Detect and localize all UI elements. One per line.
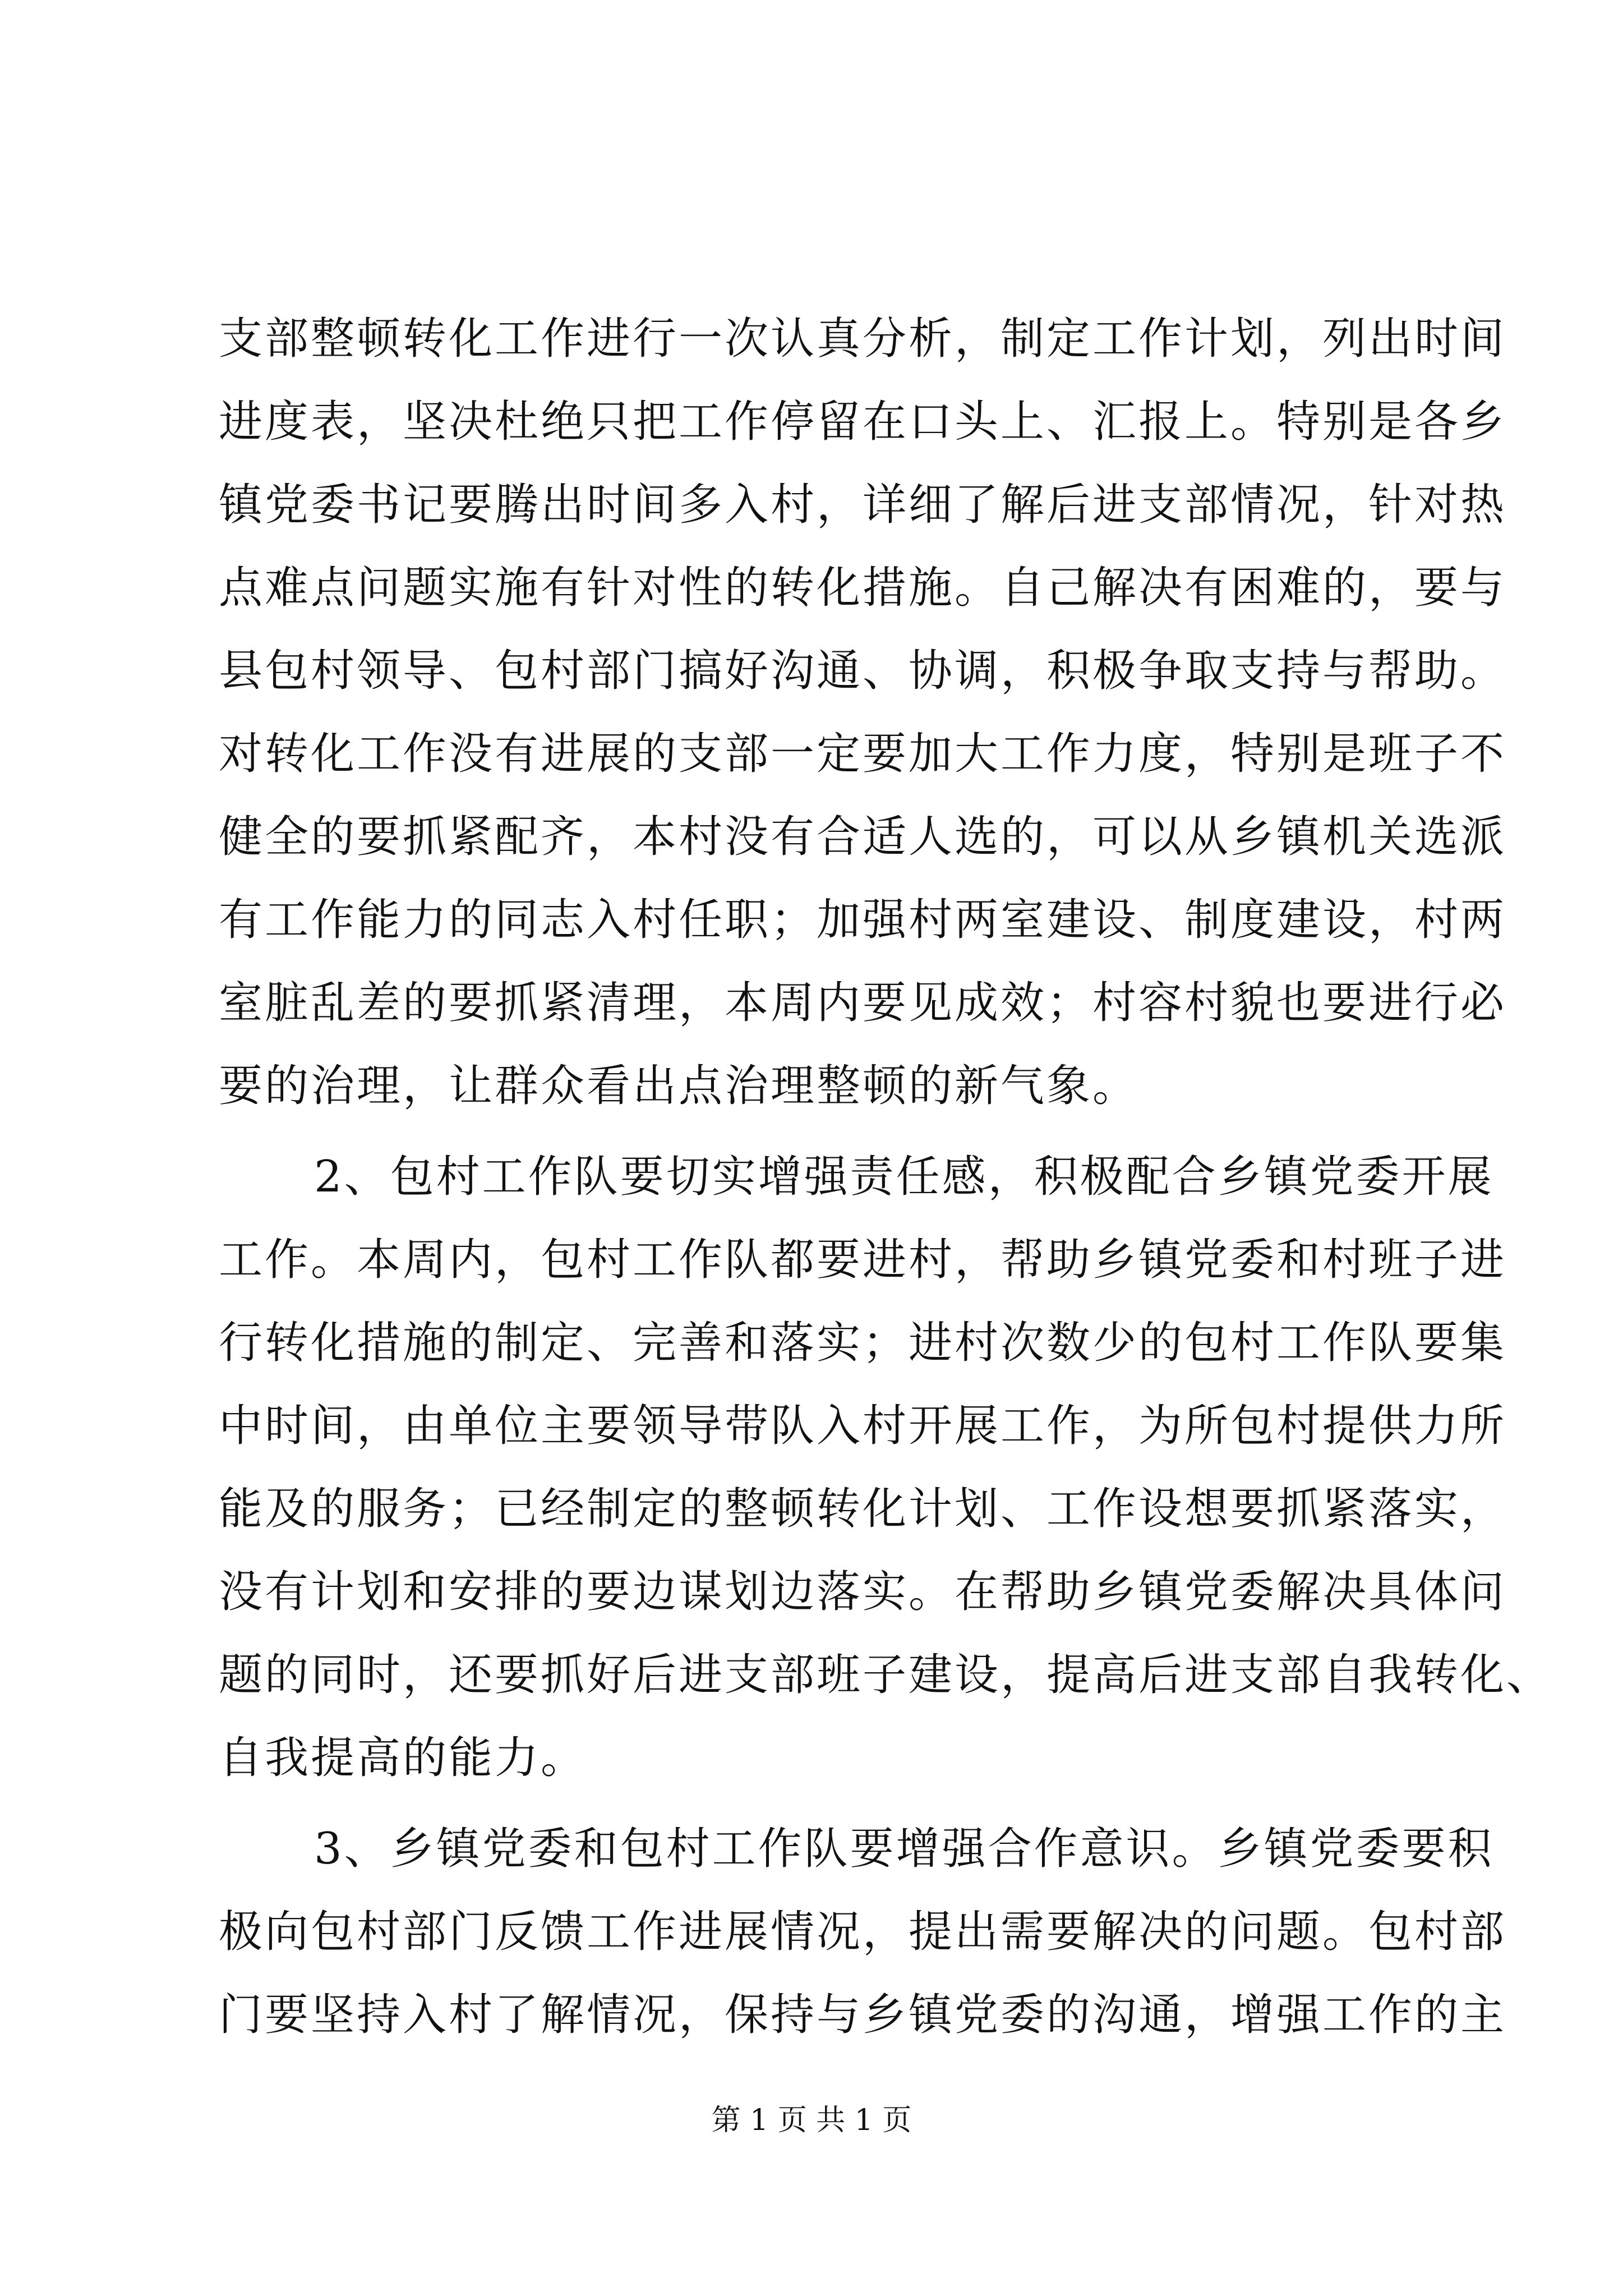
text-line: 题的同时，还要抓好后进支部班子建设，提高后进支部自我转化、 [219,1650,1553,1700]
text-line: 县包村领导、包村部门搞好沟通、协调，积极争取支持与帮助。 [219,646,1507,696]
text-line: 极向包村部门反馈工作进展情况，提出需要解决的问题。包村部 [219,1907,1507,1957]
text-line: 有工作能力的同志入村任职；加强村两室建设、制度建设，村两 [219,895,1507,945]
text-line: 行转化措施的制定、完善和落实；进村次数少的包村工作队要集 [219,1318,1507,1368]
page-number-footer: 第 1 页 共 1 页 [711,2104,912,2137]
text-line: 没有计划和安排的要边谋划边落实。在帮助乡镇党委解决具体问 [219,1567,1507,1617]
text-line: 进度表，坚决杜绝只把工作停留在口头上、汇报上。特别是各乡 [219,397,1507,447]
document-body [219,297,1553,2056]
text-line: 健全的要抓紧配齐，本村没有合适人选的，可以从乡镇机关选派 [219,812,1507,862]
text-line: 点难点问题实施有针对性的转化措施。自己解决有困难的，要与 [219,563,1507,613]
text-line: 自我提高的能力。 [219,1733,587,1783]
text-line: 中时间，由单位主要领导带队入村开展工作，为所包村提供力所 [219,1401,1507,1451]
paragraph-3 [219,1807,1507,2056]
paragraph-1 [219,297,1507,1128]
text-line: 对转化工作没有进展的支部一定要加大工作力度，特别是班子不 [219,729,1507,779]
text-line: 门要坚持入村了解情况，保持与乡镇党委的沟通，增强工作的主 [219,1990,1507,2040]
text-line: 要的治理，让群众看出点治理整顿的新气象。 [219,1061,1139,1111]
paragraph-2 [219,1135,1553,1800]
text-line: 支部整顿转化工作进行一次认真分析，制定工作计划，列出时间 [219,314,1507,364]
text-line: 3、乡镇党委和包村工作队要增强合作意识。乡镇党委要积 [314,1824,1494,1874]
text-line: 室脏乱差的要抓紧清理，本周内要见成效；村容村貌也要进行必 [219,978,1507,1028]
text-line: 能及的服务；已经制定的整顿转化计划、工作设想要抓紧落实， [219,1484,1507,1534]
text-line: 镇党委书记要腾出时间多入村，详细了解后进支部情况，针对热 [219,480,1507,530]
text-line: 工作。本周内，包村工作队都要进村，帮助乡镇党委和村班子进 [219,1235,1507,1285]
text-line: 2、包村工作队要切实增强责任感，积极配合乡镇党委开展 [314,1152,1494,1202]
